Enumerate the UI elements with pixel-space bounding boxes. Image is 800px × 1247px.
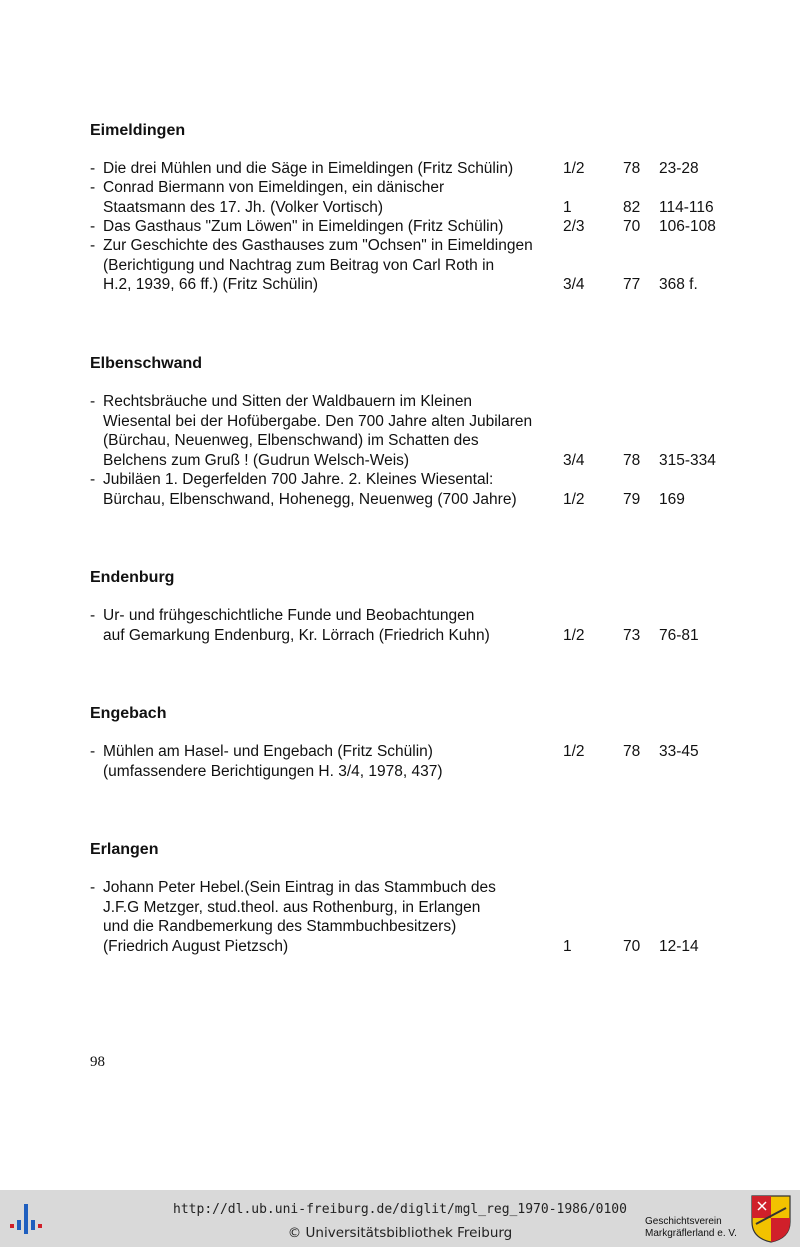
entry-text: Das Gasthaus "Zum Löwen" in Eimeldingen (Fritz Schülin) xyxy=(103,218,504,235)
index-entry xyxy=(88,606,748,645)
entry-line xyxy=(88,451,748,471)
entry-heft: 1/2 xyxy=(563,160,585,177)
entry-line xyxy=(88,392,748,412)
entry-seite: 106-108 xyxy=(659,218,716,235)
entry-text: Wiesental bei der Hofübergabe. Den 700 Jahre alten Jubilaren xyxy=(103,412,533,430)
entry-line xyxy=(88,256,748,276)
entry-seite: 114-116 xyxy=(659,198,714,216)
entry-seite: 315-334 xyxy=(659,451,716,469)
entry-line xyxy=(88,937,748,957)
entry-heft: 3/4 xyxy=(563,451,585,469)
index-entry xyxy=(88,878,748,956)
entry-text: Bürchau, Elbenschwand, Hohenegg, Neuenweg (700 Jahre) xyxy=(103,490,517,508)
bullet-dash: - xyxy=(90,237,96,254)
entry-jahr: 79 xyxy=(623,490,641,508)
coat-of-arms-icon[interactable] xyxy=(750,1194,792,1244)
entry-line xyxy=(88,742,748,762)
entry-line xyxy=(88,878,748,898)
index-entry xyxy=(88,236,748,295)
entry-text: Staatsmann des 17. Jh. (Volker Vortisch) xyxy=(103,198,383,216)
page-number: 98 xyxy=(90,1054,105,1070)
index-entry xyxy=(88,392,748,470)
entry-jahr: 78 xyxy=(623,451,641,469)
entry-jahr: 73 xyxy=(623,626,641,644)
entry-heft: 2/3 xyxy=(563,218,585,235)
index-entry xyxy=(88,742,748,781)
entry-seite: 23-28 xyxy=(659,160,699,177)
entry-line xyxy=(88,412,748,432)
bullet-dash: - xyxy=(90,607,96,624)
entry-jahr: 70 xyxy=(623,218,641,235)
index-entry xyxy=(88,470,748,509)
entry-text: Conrad Biermann von Eimeldingen, ein dänischer xyxy=(103,179,445,196)
entry-text: Jubiläen 1. Degerfelden 700 Jahre. 2. Kleines Wiesental: xyxy=(103,471,494,488)
entry-line xyxy=(88,470,748,490)
index-entry xyxy=(88,217,748,237)
entry-text: (Berichtigung und Nachtrag zum Beitrag von Carl Roth in xyxy=(103,256,495,274)
entry-jahr: 78 xyxy=(623,743,641,760)
entry-seite: 169 xyxy=(659,490,685,508)
entry-jahr: 77 xyxy=(623,276,641,293)
verein-label xyxy=(645,1216,737,1240)
entry-heft: 1 xyxy=(563,198,572,216)
entry-text: Zur Geschichte des Gasthauses zum "Ochsen" in Eimeldingen xyxy=(103,237,533,254)
entry-heft: 3/4 xyxy=(563,276,585,293)
entry-text: und die Randbemerkung des Stammbuchbesitzers) xyxy=(103,918,457,935)
section-heading: Engebach xyxy=(90,705,167,722)
entry-line xyxy=(88,198,748,218)
entry-heft: 1/2 xyxy=(563,743,585,760)
entry-text: Rechtsbräuche und Sitten der Waldbauern im Kleinen xyxy=(103,393,473,410)
bullet-dash: - xyxy=(90,743,96,760)
bullet-dash: - xyxy=(90,471,96,488)
entry-text: auf Gemarkung Endenburg, Kr. Lörrach (Friedrich Kuhn) xyxy=(103,626,490,644)
entry-seite: 368 f. xyxy=(659,276,698,293)
verein-line-1: Geschichtsverein xyxy=(645,1216,722,1227)
copyright-text: © Universitätsbibliothek Freiburg xyxy=(287,1225,513,1241)
bullet-dash: - xyxy=(90,879,96,896)
entry-line xyxy=(88,217,748,237)
entry-text: Die drei Mühlen und die Säge in Eimeldingen (Fritz Schülin) xyxy=(103,160,514,177)
entry-text: Johann Peter Hebel.(Sein Eintrag in das Stammbuch des xyxy=(103,879,496,896)
entry-text: Mühlen am Hasel- und Engebach (Fritz Schülin) xyxy=(103,743,433,760)
bullet-dash: - xyxy=(90,393,96,410)
index-entry xyxy=(88,159,748,179)
entry-heft: 1/2 xyxy=(563,490,585,508)
entry-line xyxy=(88,762,748,782)
verein-line-2: Markgräflerland e. V. xyxy=(645,1228,737,1239)
entry-text: (Friedrich August Pietzsch) xyxy=(103,937,289,955)
entry-line xyxy=(88,898,748,918)
entry-line xyxy=(88,178,748,198)
index-entry xyxy=(88,178,748,217)
entry-jahr: 82 xyxy=(623,198,641,216)
bullet-dash: - xyxy=(90,218,96,235)
section-heading: Elbenschwand xyxy=(90,355,203,372)
entry-line xyxy=(88,159,748,179)
entry-seite: 33-45 xyxy=(659,743,699,760)
entry-text: Belchens zum Gruß ! (Gudrun Welsch-Weis) xyxy=(103,451,410,469)
entry-heft: 1/2 xyxy=(563,626,585,644)
entry-text: (umfassendere Berichtigungen H. 3/4, 1978, 437) xyxy=(103,762,443,780)
entry-line xyxy=(88,606,748,626)
entry-line xyxy=(88,275,748,295)
entry-seite: 12-14 xyxy=(659,937,699,955)
entry-text: Ur- und frühgeschichtliche Funde und Beobachtungen xyxy=(103,607,475,624)
section-heading: Endenburg xyxy=(90,569,175,586)
section-heading: Eimeldingen xyxy=(90,122,186,139)
entry-line xyxy=(88,917,748,937)
entry-text: (Bürchau, Neuenweg, Elbenschwand) im Schatten des xyxy=(103,432,479,449)
bullet-dash: - xyxy=(90,179,96,196)
entry-seite: 76-81 xyxy=(659,626,699,644)
entry-line xyxy=(88,626,748,646)
entry-jahr: 78 xyxy=(623,160,641,177)
entry-line xyxy=(88,431,748,451)
entry-jahr: 70 xyxy=(623,937,641,955)
bullet-dash: - xyxy=(90,160,96,177)
entry-line xyxy=(88,236,748,256)
entry-line xyxy=(88,490,748,510)
entry-text: J.F.G Metzger, stud.theol. aus Rothenburg, in Erlangen xyxy=(103,898,481,916)
entry-text: H.2, 1939, 66 ff.) (Fritz Schülin) xyxy=(103,276,319,293)
entry-heft: 1 xyxy=(563,937,572,955)
section-heading: Erlangen xyxy=(90,841,159,858)
footer-bar xyxy=(0,1190,800,1247)
source-url-link[interactable]: http://dl.ub.uni-freiburg.de/diglit/mgl_reg_1970-1986/0100 xyxy=(173,1202,627,1217)
